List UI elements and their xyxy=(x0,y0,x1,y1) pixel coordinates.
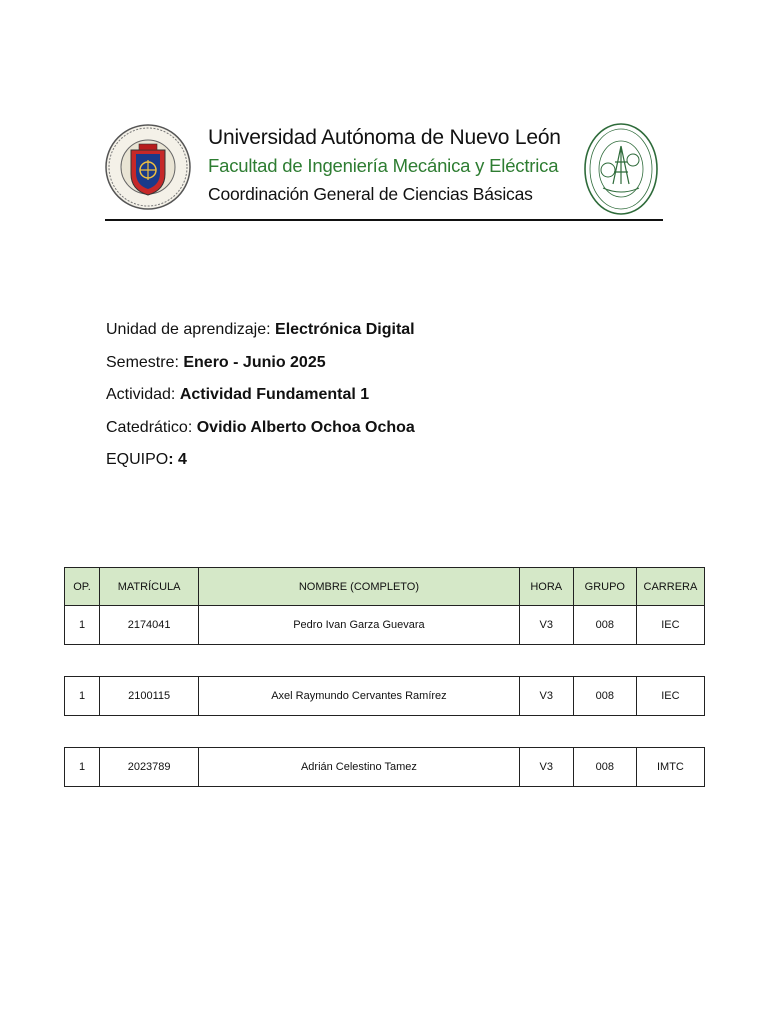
faculty-name: Facultad de Ingeniería Mecánica y Eléctrica xyxy=(208,155,559,176)
cell-grupo: 008 xyxy=(573,606,636,645)
university-name: Universidad Autónoma de Nuevo León xyxy=(208,126,561,149)
cell-hora: V3 xyxy=(519,606,573,645)
cell-nombre: Axel Raymundo Cervantes Ramírez xyxy=(199,677,520,716)
roster-table-3 xyxy=(64,747,705,787)
info-activity: Actividad: Actividad Fundamental 1 xyxy=(106,386,370,403)
cell-hora: V3 xyxy=(519,677,573,716)
header-nombre: NOMBRE (COMPLETO) xyxy=(199,568,520,606)
cell-nombre: Adrián Celestino Tamez xyxy=(199,748,520,787)
uanl-seal-icon xyxy=(105,124,191,210)
header-grupo: GRUPO xyxy=(573,568,636,606)
header-hora: HORA xyxy=(519,568,573,606)
activity-info xyxy=(106,314,415,477)
header-carrera: CARRERA xyxy=(636,568,704,606)
roster-table-2 xyxy=(64,676,705,716)
cell-matricula: 2100115 xyxy=(100,677,199,716)
header-op: OP. xyxy=(65,568,100,606)
info-professor: Catedrático: Ovidio Alberto Ochoa Ochoa xyxy=(106,418,415,436)
cell-hora: V3 xyxy=(519,748,573,787)
cell-op: 1 xyxy=(65,677,100,716)
cell-carrera: IMTC xyxy=(636,748,704,787)
info-team: EQUIPO: 4 xyxy=(106,451,187,468)
info-learning-unit: Unidad de aprendizaje: Electrónica Digital xyxy=(106,321,415,338)
cell-carrera: IEC xyxy=(636,677,704,716)
document-header xyxy=(105,118,665,222)
info-semester: Semestre: Enero - Junio 2025 xyxy=(106,353,326,371)
roster-table-1 xyxy=(64,567,705,645)
header-text xyxy=(208,124,588,208)
cell-matricula: 2023789 xyxy=(100,748,199,787)
cell-op: 1 xyxy=(65,606,100,645)
header-matricula: MATRÍCULA xyxy=(100,568,199,606)
cell-op: 1 xyxy=(65,748,100,787)
coordination-name: Coordinación General de Ciencias Básicas xyxy=(208,184,533,204)
header-divider xyxy=(105,219,663,221)
cell-grupo: 008 xyxy=(573,677,636,716)
cell-matricula: 2174041 xyxy=(100,606,199,645)
table-row xyxy=(65,748,705,787)
table-row xyxy=(65,677,705,716)
table-header-row xyxy=(65,568,705,606)
fime-seal-icon xyxy=(583,122,659,216)
cell-grupo: 008 xyxy=(573,748,636,787)
cell-nombre: Pedro Ivan Garza Guevara xyxy=(199,606,520,645)
table-row xyxy=(65,606,705,645)
cell-carrera: IEC xyxy=(636,606,704,645)
